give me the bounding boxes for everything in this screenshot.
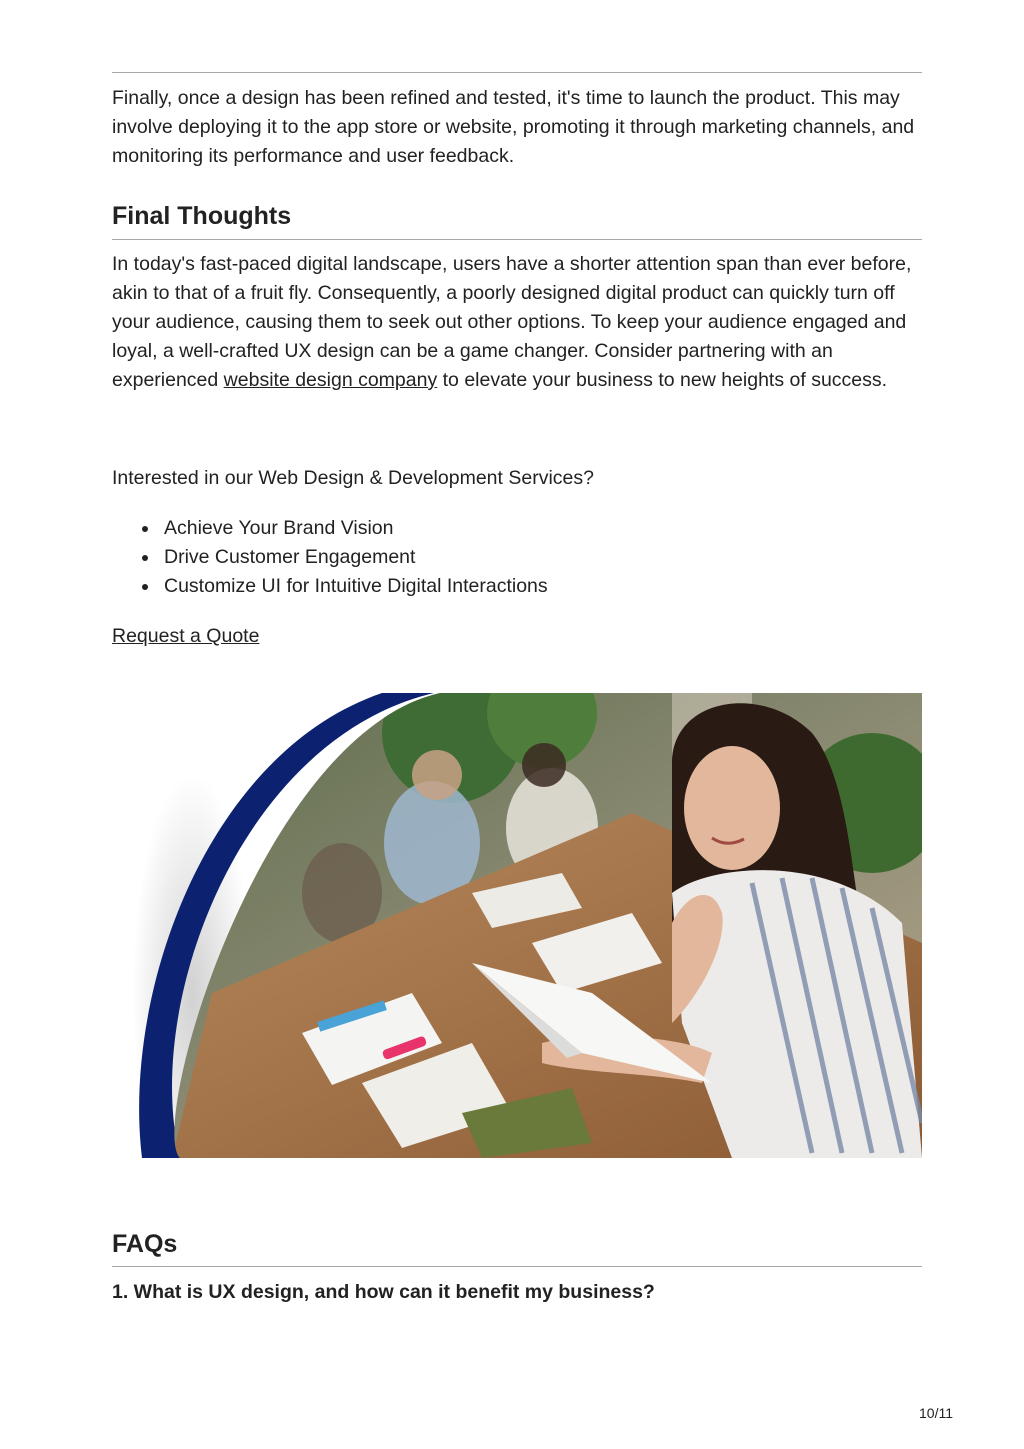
list-item — [112, 543, 548, 572]
page-number: 10/11 — [919, 1405, 953, 1421]
request-quote-link[interactable]: Request a Quote — [112, 625, 260, 647]
hero-image — [112, 693, 922, 1158]
launch-paragraph: Finally, once a design has been refined and tested, it's time to launch the product. This may involve deploying it to the app store or website, promoting it through marketing channels, and monitoring its performance and user feedback. — [112, 87, 915, 167]
list-item-label: Customize UI for Intuitive Digital Interactions — [164, 575, 548, 597]
list-item — [112, 514, 548, 543]
top-divider — [112, 72, 922, 73]
list-item — [112, 572, 548, 601]
services-question: Interested in our Web Design & Development Services? — [112, 467, 594, 489]
list-item-label: Drive Customer Engagement — [164, 546, 416, 568]
final-thoughts-text-start: In today's fast-paced digital landscape, users have a shorter attention span than ever before, akin to that of a fruit fly. Consequently, a poorly designed digital product can quickly turn off your audience, causing them to seek out other options. To keep your audience engaged and loyal, a well-crafted UX design can be a game changer. Consider partnering with an experienced — [112, 253, 912, 391]
final-thoughts-text-end: to elevate your business to new heights of success. — [437, 369, 888, 391]
photo-group — [112, 693, 922, 1158]
list-item-label: Achieve Your Brand Vision — [164, 517, 394, 539]
bullet-dot-icon — [142, 555, 148, 561]
faq-question-1[interactable]: 1. What is UX design, and how can it benefit my business? — [112, 1281, 655, 1303]
bullet-dot-icon — [142, 526, 148, 532]
website-design-company-link[interactable]: website design company — [223, 369, 438, 391]
final-thoughts-heading: Final Thoughts — [112, 202, 292, 230]
faqs-heading: FAQs — [112, 1230, 178, 1258]
bullet-dot-icon — [142, 584, 148, 590]
services-bullet-list — [112, 514, 548, 601]
faqs-divider — [112, 1266, 922, 1267]
final-thoughts-paragraph — [112, 250, 926, 395]
final-thoughts-divider — [112, 239, 922, 240]
